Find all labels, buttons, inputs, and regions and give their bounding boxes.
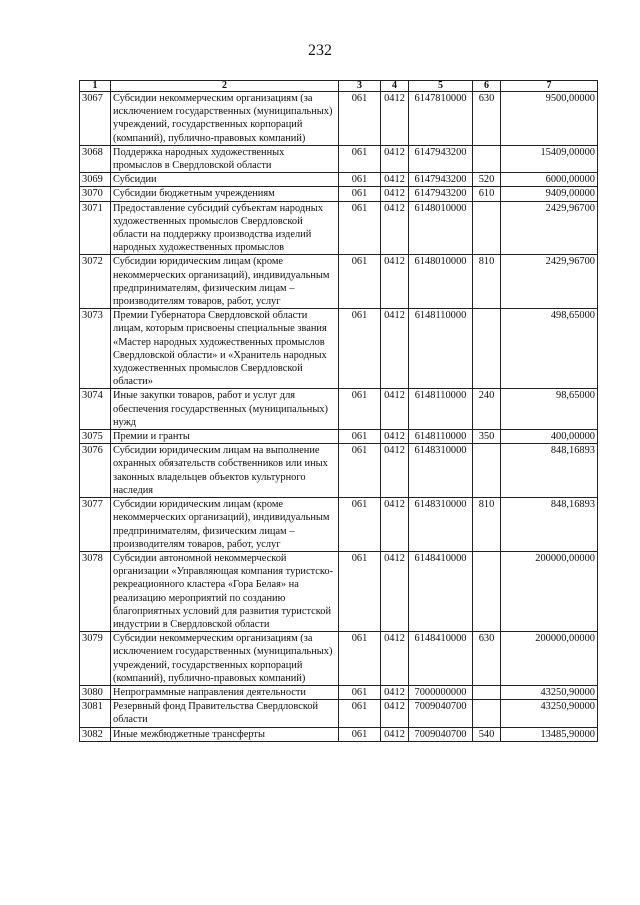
row-amount: 400,00000 [501,430,598,444]
row-code-3: 061 [339,92,381,146]
row-amount: 9409,00000 [501,187,598,201]
table-row [80,201,598,255]
row-name: Резервный фонд Правительства Свердловской области [111,700,339,727]
row-amount: 848,16893 [501,444,598,498]
row-code-3: 061 [339,309,381,389]
row-amount: 200000,00000 [501,632,598,686]
row-code-3: 061 [339,187,381,201]
row-number: 3082 [80,727,111,741]
row-name: Субсидии юридическим лицам на выполнение охранных обязательств собственников или иных законных владельцев объектов культурного наследия [111,444,339,498]
row-code-6 [473,201,501,255]
header-row [80,81,598,92]
row-number: 3068 [80,145,111,172]
row-code-6 [473,700,501,727]
row-name: Поддержка народных художественных промыслов в Свердловской области [111,145,339,172]
row-code-4: 0412 [381,551,409,631]
table-row [80,187,598,201]
row-code-5: 6147943200 [409,145,473,172]
row-code-3: 061 [339,201,381,255]
row-code-6 [473,551,501,631]
row-code-6 [473,309,501,389]
row-number: 3070 [80,187,111,201]
table-row [80,498,598,552]
row-code-5: 6148010000 [409,255,473,309]
row-code-6 [473,145,501,172]
row-code-5: 7000000000 [409,685,473,699]
row-code-6: 240 [473,389,501,430]
row-code-4: 0412 [381,430,409,444]
page-number: 232 [308,42,332,59]
table-row [80,632,598,686]
row-code-3: 061 [339,632,381,686]
row-number: 3073 [80,309,111,389]
row-code-3: 061 [339,685,381,699]
row-code-3: 061 [339,700,381,727]
row-code-6: 630 [473,92,501,146]
row-number: 3074 [80,389,111,430]
row-name: Непрограммные направления деятельности [111,685,339,699]
row-name: Субсидии автономной некоммерческой организации «Управляющая компания туристско-рекреационного кластера «Гора Белая» на реализацию мероприятий по созданию благоприятных условий для развития туристской индустрии в Свердловской области [111,551,339,631]
row-name: Субсидии [111,173,339,187]
row-code-3: 061 [339,498,381,552]
row-code-5: 6148410000 [409,551,473,631]
row-number: 3078 [80,551,111,631]
row-code-3: 061 [339,727,381,741]
row-code-4: 0412 [381,255,409,309]
row-name: Субсидии некоммерческим организациям (за исключением государственных (муниципальных) учреждений, государственных корпораций (компаний), публично-правовых компаний) [111,632,339,686]
row-name: Иные закупки товаров, работ и услуг для обеспечения государственных (муниципальных) нужд [111,389,339,430]
table-row [80,551,598,631]
budget-table [79,80,598,742]
row-code-5: 6148310000 [409,444,473,498]
row-code-6: 350 [473,430,501,444]
row-number: 3072 [80,255,111,309]
table-row [80,700,598,727]
row-code-5: 6148110000 [409,389,473,430]
row-amount: 2429,96700 [501,201,598,255]
row-code-3: 061 [339,430,381,444]
table-row [80,727,598,741]
row-name: Субсидии некоммерческим организациям (за исключением государственных (муниципальных) учреждений, государственных корпораций (компаний), публично-правовых компаний) [111,92,339,146]
row-code-4: 0412 [381,444,409,498]
row-amount: 43250,90000 [501,685,598,699]
row-code-3: 061 [339,145,381,172]
row-number: 3079 [80,632,111,686]
row-amount: 6000,00000 [501,173,598,187]
row-amount: 498,65000 [501,309,598,389]
row-amount: 15409,00000 [501,145,598,172]
row-code-6: 540 [473,727,501,741]
table-row [80,389,598,430]
row-code-6 [473,685,501,699]
table-row [80,145,598,172]
row-code-4: 0412 [381,632,409,686]
row-code-5: 6147943200 [409,187,473,201]
row-code-5: 6148310000 [409,498,473,552]
row-code-3: 061 [339,389,381,430]
table-row [80,92,598,146]
row-number: 3077 [80,498,111,552]
row-amount: 98,65000 [501,389,598,430]
table-row [80,430,598,444]
row-amount: 43250,90000 [501,700,598,727]
row-number: 3075 [80,430,111,444]
row-code-5: 6148410000 [409,632,473,686]
row-code-5: 6147943200 [409,173,473,187]
row-code-4: 0412 [381,145,409,172]
row-code-4: 0412 [381,498,409,552]
row-code-4: 0412 [381,92,409,146]
row-code-3: 061 [339,255,381,309]
row-name: Предоставление субсидий субъектам народных художественных промыслов Свердловской области на поддержку производства изделий народных художественных промыслов [111,201,339,255]
header-cell: 5 [409,81,473,92]
row-code-4: 0412 [381,201,409,255]
row-number: 3067 [80,92,111,146]
row-name: Иные межбюджетные трансферты [111,727,339,741]
row-amount: 200000,00000 [501,551,598,631]
table-row [80,444,598,498]
row-code-5: 6148110000 [409,309,473,389]
row-number: 3076 [80,444,111,498]
row-code-6: 810 [473,498,501,552]
row-code-6: 810 [473,255,501,309]
row-name: Субсидии юридическим лицам (кроме некоммерческих организаций), индивидуальным предпринимателям, физическим лицам – производителям товаров, работ, услуг [111,255,339,309]
row-name: Премии Губернатора Свердловской области лицам, которым присвоены специальные звания «Мастер народных художественных промыслов Свердловской области» и «Хранитель народных художественных промыслов Свердловской области» [111,309,339,389]
row-code-5: 7009040700 [409,727,473,741]
row-code-6 [473,444,501,498]
row-code-4: 0412 [381,700,409,727]
header-cell: 1 [80,81,111,92]
header-cell: 6 [473,81,501,92]
table-row [80,685,598,699]
header-cell: 2 [111,81,339,92]
row-name: Субсидии бюджетным учреждениям [111,187,339,201]
row-code-6: 610 [473,187,501,201]
row-code-5: 7009040700 [409,700,473,727]
header-cell: 3 [339,81,381,92]
row-code-4: 0412 [381,309,409,389]
row-code-3: 061 [339,551,381,631]
row-code-5: 6147810000 [409,92,473,146]
row-code-5: 6148010000 [409,201,473,255]
row-number: 3080 [80,685,111,699]
table-row [80,173,598,187]
row-code-4: 0412 [381,685,409,699]
row-amount: 848,16893 [501,498,598,552]
row-code-5: 6148110000 [409,430,473,444]
row-name: Субсидии юридическим лицам (кроме некоммерческих организаций), индивидуальным предпринимателям, физическим лицам – производителям товаров, работ, услуг [111,498,339,552]
row-code-6: 520 [473,173,501,187]
table-row [80,309,598,389]
row-name: Премии и гранты [111,430,339,444]
row-code-4: 0412 [381,389,409,430]
table-row [80,255,598,309]
row-number: 3071 [80,201,111,255]
header-cell: 4 [381,81,409,92]
row-number: 3069 [80,173,111,187]
row-amount: 13485,90000 [501,727,598,741]
header-cell: 7 [501,81,598,92]
row-number: 3081 [80,700,111,727]
row-code-4: 0412 [381,187,409,201]
row-amount: 2429,96700 [501,255,598,309]
row-code-3: 061 [339,444,381,498]
row-code-3: 061 [339,173,381,187]
row-code-4: 0412 [381,727,409,741]
row-code-4: 0412 [381,173,409,187]
row-code-6: 630 [473,632,501,686]
row-amount: 9500,00000 [501,92,598,146]
